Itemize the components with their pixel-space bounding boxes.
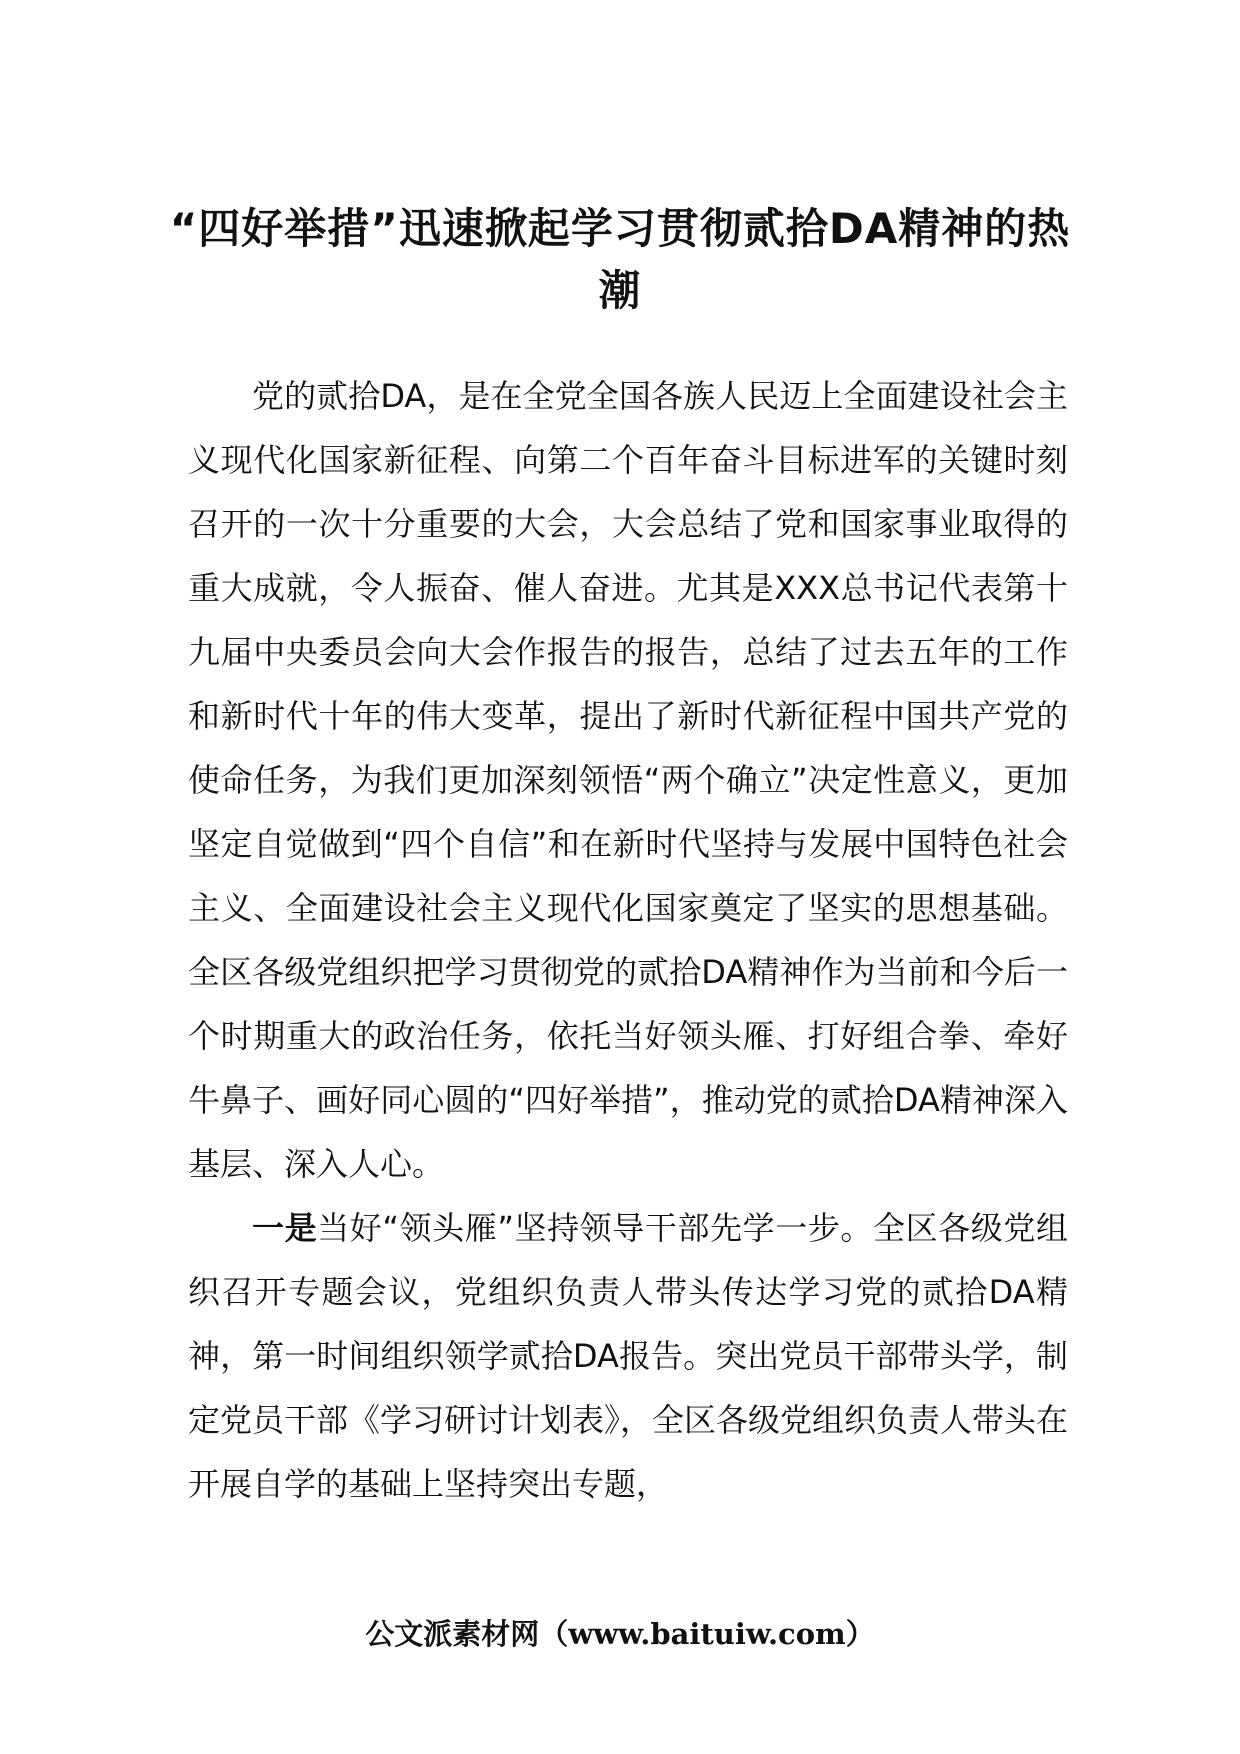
document-title: “四好举措”迅速掀起学习贯彻贰拾DA精神的热潮 — [169, 204, 1071, 316]
paragraph-first-measure — [188, 1196, 1068, 1516]
paragraph-text: 当好“领头雁”坚持领导干部先学一步。全区各级党组织召开专题会议，党组织负责人带头传达学习党的贰拾DA精神，第一时间组织领学贰拾DA报告。突出党员干部带头学，制定党员干部《学习研讨计划表》，全区各级党组织负责人带头在开展自学的基础上坚持突出专题， — [188, 1209, 1069, 1503]
document-body — [188, 364, 1068, 1516]
footer-watermark: 公文派素材网（www.baituiw.com） — [365, 1617, 875, 1651]
paragraph-lead: 一是 — [252, 1209, 318, 1247]
paragraph-intro: 党的贰拾DA，是在全党全国各族人民迈上全面建设社会主义现代化国家新征程、向第二个百年奋斗目标进军的关键时刻召开的一次十分重要的大会，大会总结了党和国家事业取得的重大成就，令人振奋、催人奋进。尤其是XXX总书记代表第十九届中央委员会向大会作报告的报告，总结了过去五年的工作和新时代十年的伟大变革，提出了新时代新征程中国共产党的使命任务，为我们更加深刻领悟“两个确立”决定性意义，更加坚定自觉做到“四个自信”和在新时代坚持与发展中国特色社会主义、全面建设社会主义现代化国家奠定了坚实的思想基础。全区各级党组织把学习贯彻党的贰拾DA精神作为当前和今后一个时期重大的政治任务，依托当好领头雁、打好组合拳、牵好牛鼻子、画好同心圆的“四好举措”，推动党的贰拾DA精神深入基层、深入人心。 — [188, 377, 1068, 1183]
